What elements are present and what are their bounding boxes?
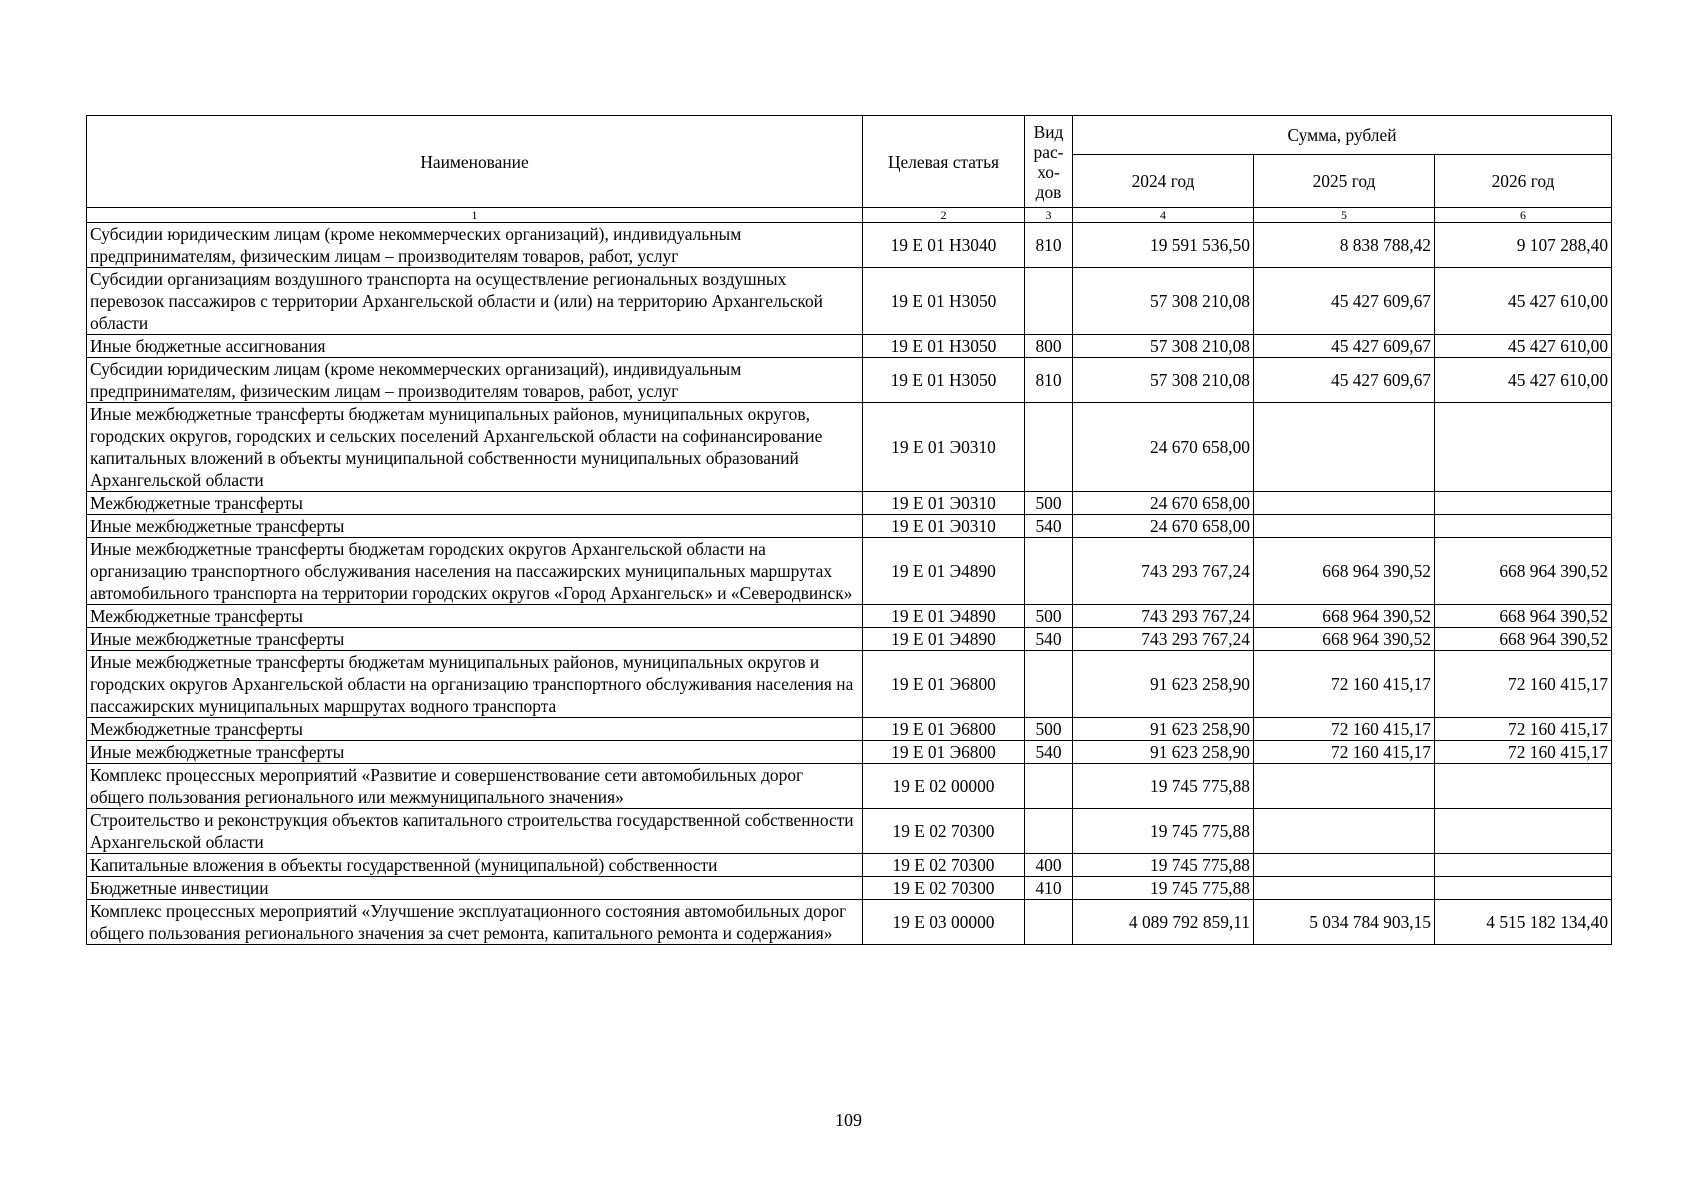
row-sum-2025 [1254,403,1435,492]
table-row [87,515,1612,538]
row-sum-2026: 668 964 390,52 [1435,538,1612,605]
table-row [87,492,1612,515]
row-sum-2025: 8 838 788,42 [1254,223,1435,268]
row-target-article: 19 Е 01 Э0310 [863,515,1025,538]
row-target-article: 19 Е 01 Э6800 [863,651,1025,718]
row-name: Субсидии юридическим лицам (кроме некоммерческих организаций), индивидуальным предпринимателям, физическим лицам – производителям товаров, работ, услуг [87,358,863,403]
row-target-article: 19 Е 01 Э4890 [863,538,1025,605]
row-sum-2024: 24 670 658,00 [1073,403,1254,492]
row-target-article: 19 Е 02 00000 [863,764,1025,809]
row-name: Иные межбюджетные трансферты бюджетам городских округов Архангельской области на организацию транспортного обслуживания населения на пассажирских муниципальных маршрутах автомобильного транспорта на территории городских округов «Город Архангельск» и «Северодвинск» [87,538,863,605]
row-target-article: 19 Е 02 70300 [863,854,1025,877]
column-number-row [87,208,1612,223]
row-name: Иные межбюджетные трансферты [87,515,863,538]
row-sum-2024: 24 670 658,00 [1073,492,1254,515]
row-name: Межбюджетные трансферты [87,605,863,628]
row-sum-2024: 19 591 536,50 [1073,223,1254,268]
row-name: Иные бюджетные ассигнования [87,335,863,358]
row-name: Капитальные вложения в объекты государственной (муниципальной) собственности [87,854,863,877]
row-target-article: 19 Е 01 Э6800 [863,718,1025,741]
row-sum-2026 [1435,492,1612,515]
row-expense-kind [1025,809,1073,854]
row-sum-2026: 45 427 610,00 [1435,335,1612,358]
column-number: 1 [87,208,863,223]
row-sum-2026 [1435,764,1612,809]
row-expense-kind [1025,651,1073,718]
row-expense-kind: 540 [1025,741,1073,764]
row-expense-kind: 540 [1025,515,1073,538]
row-expense-kind [1025,268,1073,335]
row-sum-2024: 19 745 775,88 [1073,809,1254,854]
row-sum-2025: 72 160 415,17 [1254,741,1435,764]
row-name: Бюджетные инвестиции [87,877,863,900]
row-expense-kind: 500 [1025,718,1073,741]
row-target-article: 19 Е 02 70300 [863,877,1025,900]
row-sum-2024: 19 745 775,88 [1073,764,1254,809]
row-sum-2025: 45 427 609,67 [1254,335,1435,358]
header-year-2024: 2024 год [1073,155,1254,208]
budget-table [86,115,1612,945]
row-sum-2025 [1254,764,1435,809]
row-sum-2024: 91 623 258,90 [1073,718,1254,741]
row-sum-2026 [1435,877,1612,900]
row-sum-2024: 4 089 792 859,11 [1073,900,1254,945]
row-sum-2024: 57 308 210,08 [1073,335,1254,358]
table-row [87,877,1612,900]
row-target-article: 19 Е 01 Э0310 [863,403,1025,492]
row-sum-2024: 19 745 775,88 [1073,877,1254,900]
row-sum-2026: 9 107 288,40 [1435,223,1612,268]
table-row [87,358,1612,403]
table-row [87,628,1612,651]
row-name: Субсидии организациям воздушного транспорта на осуществление региональных воздушных перевозок пассажиров с территории Архангельской области и (или) на территорию Архангельской области [87,268,863,335]
column-number: 5 [1254,208,1435,223]
row-expense-kind: 500 [1025,492,1073,515]
row-target-article: 19 Е 01 Э6800 [863,741,1025,764]
table-row [87,718,1612,741]
row-expense-kind: 500 [1025,605,1073,628]
row-expense-kind [1025,900,1073,945]
row-sum-2026 [1435,515,1612,538]
row-sum-2026: 72 160 415,17 [1435,651,1612,718]
row-name: Иные межбюджетные трансферты [87,741,863,764]
row-target-article: 19 Е 01 Э4890 [863,628,1025,651]
row-sum-2026: 45 427 610,00 [1435,268,1612,335]
header-name: Наименование [87,116,863,208]
row-sum-2025 [1254,492,1435,515]
row-sum-2024: 743 293 767,24 [1073,605,1254,628]
row-name: Иные межбюджетные трансферты бюджетам муниципальных районов, муниципальных округов, городских округов, городских и сельских поселений Архангельской области на софинансирование капитальных вложений в объекты муниципальной собственности муниципальных образований Архангельской области [87,403,863,492]
row-sum-2025: 45 427 609,67 [1254,268,1435,335]
row-expense-kind: 800 [1025,335,1073,358]
row-sum-2025: 45 427 609,67 [1254,358,1435,403]
row-sum-2024: 24 670 658,00 [1073,515,1254,538]
table-row [87,651,1612,718]
row-sum-2026: 668 964 390,52 [1435,628,1612,651]
row-sum-2024: 57 308 210,08 [1073,358,1254,403]
row-expense-kind: 810 [1025,358,1073,403]
column-number: 4 [1073,208,1254,223]
table-row [87,268,1612,335]
table-row [87,900,1612,945]
header-year-2026: 2026 год [1435,155,1612,208]
row-name: Строительство и реконструкция объектов капитального строительства государственной собственности Архангельской области [87,809,863,854]
table-row [87,403,1612,492]
row-sum-2025: 668 964 390,52 [1254,605,1435,628]
row-sum-2024: 19 745 775,88 [1073,854,1254,877]
row-name: Субсидии юридическим лицам (кроме некоммерческих организаций), индивидуальным предпринимателям, физическим лицам – производителям товаров, работ, услуг [87,223,863,268]
row-target-article: 19 Е 02 70300 [863,809,1025,854]
row-sum-2024: 91 623 258,90 [1073,741,1254,764]
row-sum-2026: 668 964 390,52 [1435,605,1612,628]
row-sum-2024: 743 293 767,24 [1073,538,1254,605]
header-year-2025: 2025 год [1254,155,1435,208]
row-target-article: 19 Е 01 Э4890 [863,605,1025,628]
row-name: Межбюджетные трансферты [87,492,863,515]
row-sum-2024: 57 308 210,08 [1073,268,1254,335]
row-sum-2024: 743 293 767,24 [1073,628,1254,651]
row-sum-2026 [1435,854,1612,877]
row-sum-2026: 45 427 610,00 [1435,358,1612,403]
row-expense-kind [1025,538,1073,605]
row-sum-2025: 72 160 415,17 [1254,718,1435,741]
table-row [87,741,1612,764]
table-row [87,605,1612,628]
table-row [87,223,1612,268]
table-row [87,809,1612,854]
row-name: Иные межбюджетные трансферты бюджетам муниципальных районов, муниципальных округов и городских округов Архангельской области на организацию транспортного обслуживания населения на пассажирских муниципальных маршрутах водного транспорта [87,651,863,718]
table-row [87,764,1612,809]
row-sum-2024: 91 623 258,90 [1073,651,1254,718]
row-sum-2025 [1254,877,1435,900]
column-number: 6 [1435,208,1612,223]
row-target-article: 19 Е 01 Н3050 [863,268,1025,335]
row-sum-2025 [1254,854,1435,877]
row-name: Межбюджетные трансферты [87,718,863,741]
row-name: Иные межбюджетные трансферты [87,628,863,651]
row-sum-2026 [1435,809,1612,854]
row-expense-kind: 540 [1025,628,1073,651]
row-expense-kind: 400 [1025,854,1073,877]
row-sum-2026: 72 160 415,17 [1435,741,1612,764]
row-name: Комплекс процессных мероприятий «Улучшение эксплуатационного состояния автомобильных дорог общего пользования регионального значения за счет ремонта, капитального ремонта и содержания» [87,900,863,945]
row-name: Комплекс процессных мероприятий «Развитие и совершенствование сети автомобильных дорог общего пользования регионального или межмуниципального значения» [87,764,863,809]
row-sum-2025: 5 034 784 903,15 [1254,900,1435,945]
row-sum-2025 [1254,515,1435,538]
column-number: 3 [1025,208,1073,223]
row-sum-2025: 72 160 415,17 [1254,651,1435,718]
row-sum-2025: 668 964 390,52 [1254,538,1435,605]
column-number: 2 [863,208,1025,223]
row-sum-2025 [1254,809,1435,854]
row-target-article: 19 Е 01 Н3050 [863,335,1025,358]
row-target-article: 19 Е 01 Э0310 [863,492,1025,515]
table-body [87,223,1612,945]
row-sum-2025: 668 964 390,52 [1254,628,1435,651]
row-target-article: 19 Е 03 00000 [863,900,1025,945]
row-expense-kind: 410 [1025,877,1073,900]
row-expense-kind: 810 [1025,223,1073,268]
table-row [87,335,1612,358]
row-target-article: 19 Е 01 Н3040 [863,223,1025,268]
header-kind: Вид рас-хо-дов [1025,116,1073,208]
row-expense-kind [1025,764,1073,809]
header-sum-group: Сумма, рублей [1073,116,1612,155]
row-expense-kind [1025,403,1073,492]
header-code: Целевая статья [863,116,1025,208]
row-sum-2026: 4 515 182 134,40 [1435,900,1612,945]
table-row [87,538,1612,605]
page-number: 109 [835,1110,862,1130]
row-sum-2026: 72 160 415,17 [1435,718,1612,741]
table-row [87,854,1612,877]
row-sum-2026 [1435,403,1612,492]
row-target-article: 19 Е 01 Н3050 [863,358,1025,403]
